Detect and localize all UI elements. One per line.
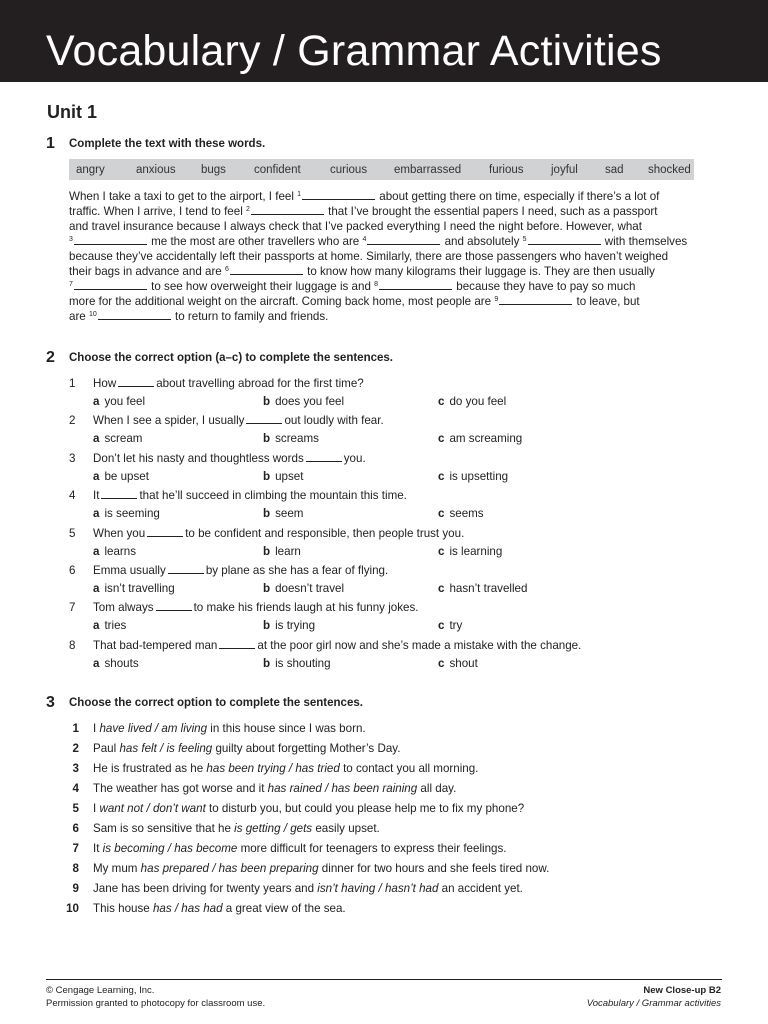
page-title: Vocabulary / Grammar Activities: [46, 27, 662, 75]
sentence-number: 7: [72, 842, 79, 855]
answer-blank[interactable]: [118, 377, 154, 387]
word-item: shocked: [648, 163, 691, 176]
word-item: anxious: [136, 163, 176, 176]
answer-gap-8[interactable]: [379, 280, 452, 290]
sentence-number: 1: [72, 722, 79, 735]
option-c[interactable]: c do you feel: [438, 395, 507, 408]
choice-options[interactable]: has rained / has been raining: [267, 782, 418, 795]
sentence-number: 3: [72, 762, 79, 775]
option-b[interactable]: b upset: [263, 470, 304, 483]
question-stem: When I see a spider, I usually out loudly with fear.: [93, 414, 384, 427]
book-title: New Close-up B2: [643, 985, 721, 996]
option-b[interactable]: b screams: [263, 432, 319, 445]
option-c[interactable]: c is learning: [438, 545, 503, 558]
question-stem: Tom always to make his friends laugh at his funny jokes.: [93, 601, 419, 614]
option-c[interactable]: c is upsetting: [438, 470, 509, 483]
permission-line: Permission granted to photocopy for classroom use.: [46, 997, 266, 1009]
question-number: 5: [69, 527, 76, 540]
choice-options[interactable]: is getting / gets: [234, 822, 313, 835]
sentence-number: 4: [72, 782, 79, 795]
option-a[interactable]: a tries: [93, 619, 127, 632]
sentence-number: 6: [72, 822, 79, 835]
answer-gap-6[interactable]: [230, 265, 303, 275]
gap-fill-text: When I take a taxi to get to the airport, I feel $^1$ about getting there on time, especially if there’s a lot of traffic. When I arrive, I tend to feel $^2$ that I’ve brought the essential papers I need, such as a passport and travel insurance because I always check that I’ve packed everything I need the night before. However, what $^3$ me the most are other travellers who are $^4$ and absolutely $^5$ with themselves because they’ve accidentally left their passports at home. Similarly, there are those passengers who haven’t weighed their bags in advance and are $^6$ to know how many kilograms their luggage is. They are then usually $^7$ to see how overweight their luggage is and $^8$ because they have to pay so much more for the additional weight on the aircraft. Coming back home, most people are $^9$ to leave, but are $^{10}$ to return to family and friends.: [69, 190, 688, 323]
word-item: angry: [76, 163, 105, 176]
question-stem: How about travelling abroad for the first time?: [93, 377, 364, 390]
word-item: sad: [605, 163, 624, 176]
sentence-3: 3 He is frustrated as he has been trying / has tried to contact you all morning.: [60, 762, 700, 775]
unit-title: Unit 1: [47, 102, 98, 122]
option-b[interactable]: b is trying: [263, 619, 316, 632]
choice-options[interactable]: want not / don’t want: [99, 802, 206, 815]
copyright-line: © Cengage Learning, Inc.: [46, 985, 155, 996]
sentence-8: 8 My mum has prepared / has been preparing dinner for two hours and she feels tired now.: [60, 862, 700, 875]
sentence-6: 6 Sam is so sensitive that he is getting / gets easily upset.: [60, 822, 700, 835]
answer-gap-7[interactable]: [74, 280, 147, 290]
option-a[interactable]: a you feel: [93, 395, 146, 408]
sentence-number: 9: [72, 882, 79, 895]
sentence-number: 10: [66, 902, 79, 915]
option-c[interactable]: c shout: [438, 657, 478, 670]
sentence-10: 10 This house has / has had a great view of the sea.: [60, 902, 700, 915]
option-a[interactable]: a shouts: [93, 657, 139, 670]
option-a[interactable]: a learns: [93, 545, 137, 558]
answer-gap-9[interactable]: [499, 295, 572, 305]
question-number: 3: [69, 452, 76, 465]
option-b[interactable]: b learn: [263, 545, 301, 558]
footer-divider: [46, 979, 722, 980]
choice-options[interactable]: have lived / am living: [99, 722, 208, 735]
question-stem: It that he’ll succeed in climbing the mountain this time.: [93, 489, 407, 502]
exercise-3-number: 3: [46, 694, 55, 711]
answer-blank[interactable]: [219, 639, 255, 649]
choice-options[interactable]: has prepared / has been preparing: [140, 862, 319, 875]
question-number: 7: [69, 601, 76, 614]
choice-options[interactable]: is becoming / has become: [102, 842, 238, 855]
question-stem: Don’t let his nasty and thoughtless words you.: [93, 452, 366, 465]
option-a[interactable]: a be upset: [93, 470, 149, 483]
option-c[interactable]: c try: [438, 619, 463, 632]
option-c[interactable]: c am screaming: [438, 432, 523, 445]
answer-gap-4[interactable]: [367, 235, 440, 245]
word-item: embarrassed: [394, 163, 462, 176]
answer-blank[interactable]: [101, 489, 137, 499]
option-c[interactable]: c seems: [438, 507, 484, 520]
exercise-2-instruction: Choose the correct option (a–c) to complete the sentences.: [69, 352, 393, 364]
word-item: joyful: [551, 163, 578, 176]
answer-gap-5[interactable]: [528, 235, 601, 245]
footer-book-info: [587, 985, 721, 1010]
footer-copyright: [46, 985, 265, 1010]
sentence-5: 5 I want not / don’t want to disturb you, but could you please help me to fix my phone?: [60, 802, 700, 815]
word-item: curious: [330, 163, 368, 176]
option-c[interactable]: c hasn’t travelled: [438, 582, 528, 595]
sentence-1: 1 I have lived / am living in this house since I was born.: [60, 722, 700, 735]
option-a[interactable]: a scream: [93, 432, 143, 445]
sentence-number: 2: [72, 742, 79, 755]
question-stem: When you to be confident and responsible, then people trust you.: [93, 527, 465, 540]
option-a[interactable]: a is seeming: [93, 507, 160, 520]
page-header: [0, 0, 768, 82]
choice-options[interactable]: has been trying / has tried: [206, 762, 340, 775]
answer-gap-3[interactable]: [74, 235, 147, 245]
answer-blank[interactable]: [168, 564, 204, 574]
answer-blank[interactable]: [306, 452, 342, 462]
question-number: 2: [69, 414, 76, 427]
word-item: bugs: [201, 163, 226, 176]
choice-options[interactable]: isn’t having / hasn’t had: [317, 882, 439, 895]
answer-blank[interactable]: [156, 601, 192, 611]
word-item: furious: [489, 163, 524, 176]
choice-options[interactable]: has felt / is feeling: [119, 742, 213, 755]
exercise-2-number: 2: [46, 349, 55, 366]
option-b[interactable]: b is shouting: [263, 657, 331, 670]
answer-gap-2[interactable]: [251, 205, 324, 215]
option-a[interactable]: a isn’t travelling: [93, 582, 175, 595]
option-b[interactable]: b seem: [263, 507, 304, 520]
exercise-1-instruction: Complete the text with these words.: [69, 138, 266, 150]
answer-gap-1[interactable]: [302, 190, 375, 200]
sentence-7: 7 It is becoming / has become more difficult for teenagers to express their feelings.: [60, 842, 700, 855]
choice-options[interactable]: has / has had: [152, 902, 223, 915]
question-number: 4: [69, 489, 76, 502]
sentence-number: 8: [72, 862, 79, 875]
option-b[interactable]: b doesn’t travel: [263, 582, 345, 595]
exercise-1-number: 1: [46, 135, 55, 152]
question-number: 1: [69, 377, 76, 390]
word-item: confident: [254, 163, 301, 176]
question-stem: Emma usually by plane as she has a fear of flying.: [93, 564, 389, 577]
word-box: [69, 159, 694, 180]
sentence-4: 4 The weather has got worse and it has rained / has been raining all day.: [60, 782, 700, 795]
answer-blank[interactable]: [147, 527, 183, 537]
sentence-2: 2 Paul has felt / is feeling guilty about forgetting Mother’s Day.: [60, 742, 700, 755]
sentence-number: 5: [72, 802, 79, 815]
question-stem: That bad-tempered man at the poor girl now and she’s made a mistake with the change.: [93, 639, 582, 652]
answer-gap-10[interactable]: [98, 310, 171, 320]
option-b[interactable]: b does you feel: [263, 395, 345, 408]
question-number: 6: [69, 564, 76, 577]
sentence-9: 9 Jane has been driving for twenty years and isn’t having / hasn’t had an accident yet.: [60, 882, 700, 895]
section-name: Vocabulary / Grammar activities: [586, 997, 721, 1009]
question-number: 8: [69, 639, 76, 652]
answer-blank[interactable]: [246, 414, 282, 424]
exercise-3-instruction: Choose the correct option to complete the sentences.: [69, 697, 363, 709]
